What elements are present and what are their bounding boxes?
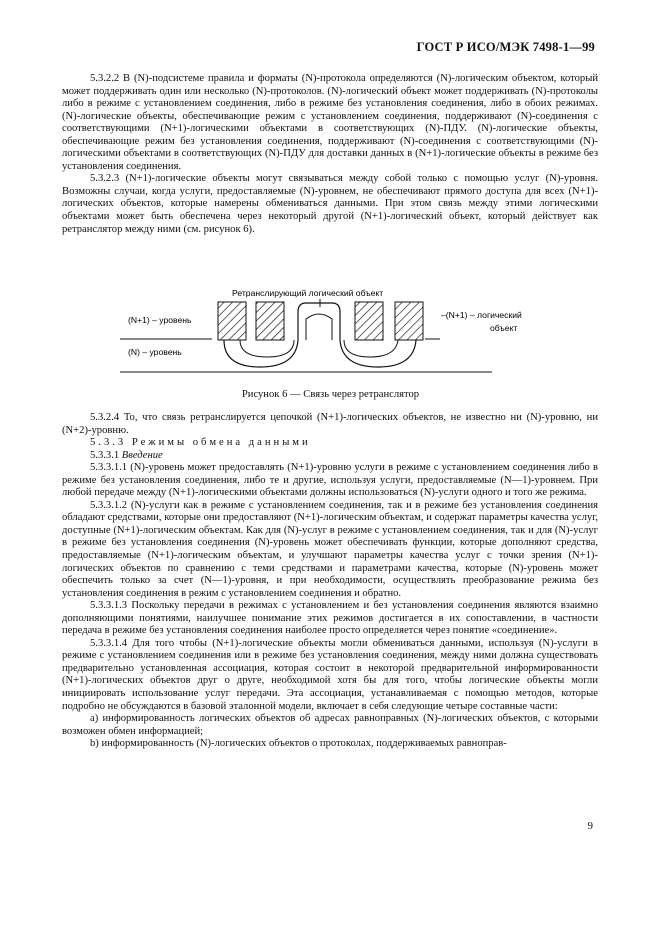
list-item-b: b) информированность (N)-логических объектов о протоколах, поддерживаемых равноправ- — [90, 738, 507, 750]
relay-entity-outline — [298, 303, 340, 340]
section-5322 — [62, 73, 598, 236]
heading-intro: Введение — [121, 449, 163, 461]
figure-6-relay-diagram — [120, 287, 550, 387]
paragraph-5-3-3-1-1: 5.3.3.1.1 (N)-уровень может предоставлять (N+1)-уровню услуги в режиме с установлением соединения либо в режиме без установления соединения, либо те и другие, используя услуги, предоставляемые (N—1)-уровнем. При любой передаче между (N+1)-логическими объектами должны использоваться (N)-услуги одного и того же режима. — [62, 462, 598, 499]
relay-entity-inner — [306, 314, 332, 340]
heading-5-3-3: 5.3.3 Режимы обмена данными — [90, 437, 311, 449]
heading-number: 5.3.3.1 — [90, 449, 120, 461]
connection-arc-left-inner — [240, 340, 294, 357]
paragraph-5-3-2-2: 5.3.2.2 В (N)-подсистеме правила и форматы (N)-протокола определяются (N)-логическим объектом, который может поддерживать один или несколько (N)-протоколов. (N)-логический объект может поддерживать (N)-протоколы либо в режиме с установлением соединения, либо в режиме без установления соединения, либо в обоих режимах. (N)-логические объекты, обеспечивающие режим с установлением соединения, поддерживают (N)-соединения с соответствующими (N+1)-логическими объектами в соответствующих (N)-ПДУ. (N)-логические объекты, обеспечивающие режим без установления соединения, поддерживают (N)-соединения с соответствующими (N)-логическими объектами в соответствующих (N)-ПДУ для доставки данных в (N+1)-логические объекты в режиме без установления соединения. — [62, 73, 598, 172]
paragraph-5-3-3-1-4: 5.3.3.1.4 Для того чтобы (N+1)-логические объекты могли обмениваться данными, используя (N)-услуги в режиме с установлением соединения или в режиме без установления соединения, между ними должна существовать предварительно установленная ассоциация, которая состоит в некоторой предварительной информированности (N+1)-логических объектов друг о друге, необходимой хотя бы для того, чтобы логические объекты могли инициировать использование услуг передачи. Эта ассоциация, устанавливаемая с помощью методов, которые подробно не обсуждаются в базовой эталонной модели, включает в себя следующие четыре составные части: — [62, 637, 598, 712]
entity-box-1 — [218, 302, 246, 340]
paragraph-5-3-3-1-3: 5.3.3.1.3 Поскольку передачи в режимах с установлением и без установления соединения являются взаимно дополняющими понятиями, наилучшее понимание этих режимов достигается в их сопоставлении, в частности передача в режиме без установления соединения наиболее просто определяется через понятие «соединение». — [62, 600, 598, 637]
entity-box-3 — [355, 302, 383, 340]
page-number: 9 — [587, 820, 593, 832]
entity-box-2 — [256, 302, 284, 340]
figure-caption: Рисунок 6 — Связь через ретранслятор — [241, 389, 420, 400]
paragraph-5-3-2-4: 5.3.2.4 То, что связь ретранслируется цепочкой (N+1)-логических объектов, не известно ни (N)-уровню, ни (N+2)-уровню. — [62, 412, 598, 436]
connection-arc-right-inner — [344, 340, 398, 357]
list-item-a: а) информированность логических объектов об адресах равноправных (N)-логических объектов, с которыми возможен обмен информацией; — [62, 713, 598, 737]
figure-title: Ретранслирующий логический объект — [232, 288, 384, 298]
document-header: ГОСТ Р ИСО/МЭК 7498-1—99 — [416, 40, 595, 54]
paragraph-5-3-2-3: 5.3.2.3 (N+1)-логические объекты могут связываться между собой только с помощью услуг (N)-уровня. Возможны случаи, когда услуги, предоставляемые (N)-уровнем, не обеспечивают прямого доступа для всех (N+1)-логических объектов, которые намерены обмениваться данными. При этом связь между этими логическими объектами может быть обеспечена через некоторый другой (N+1)-логический объект, который действует как ретранслятор между ними (см. рисунок 6). — [62, 173, 598, 235]
section-533 — [62, 412, 598, 751]
paragraph-5-3-3-1-2: 5.3.3.1.2 (N)-услуги как в режиме с установлением соединения, так и в режиме без установления соединения обладают средствами, которые они предоставляют (N+1)-логическим объектам, и содержат параметры качества услуг, доступные (N+1)-логическим объектам. Как для (N)-услуг в режиме с установлением соединения, так и для (N)-услуг в режиме без установления соединения (N)-уровень может обеспечивать функции, которые дополняют средства, предоставляемые (N+1)-логическим объектам, и улучшают параметры качества услуг с точки зрения (N+1)-логических объектов по сравнению с теми средствами и параметрами качества, которые (N)-уровень может обеспечить только за счет (N—1)-уровня, и при необходимости, осуществлять преобразование режима без установления соединения в режим с установлением соединения и обратно. — [62, 499, 598, 599]
heading-5-3-3-1 — [62, 450, 598, 463]
label-n-level: (N) – уровень — [128, 347, 182, 357]
label-n1-level: (N+1) – уровень — [128, 315, 192, 325]
entity-box-4 — [395, 302, 423, 340]
label-n1-entity: –(N+1) – логический — [441, 310, 522, 320]
label-entity: объект — [490, 323, 518, 333]
